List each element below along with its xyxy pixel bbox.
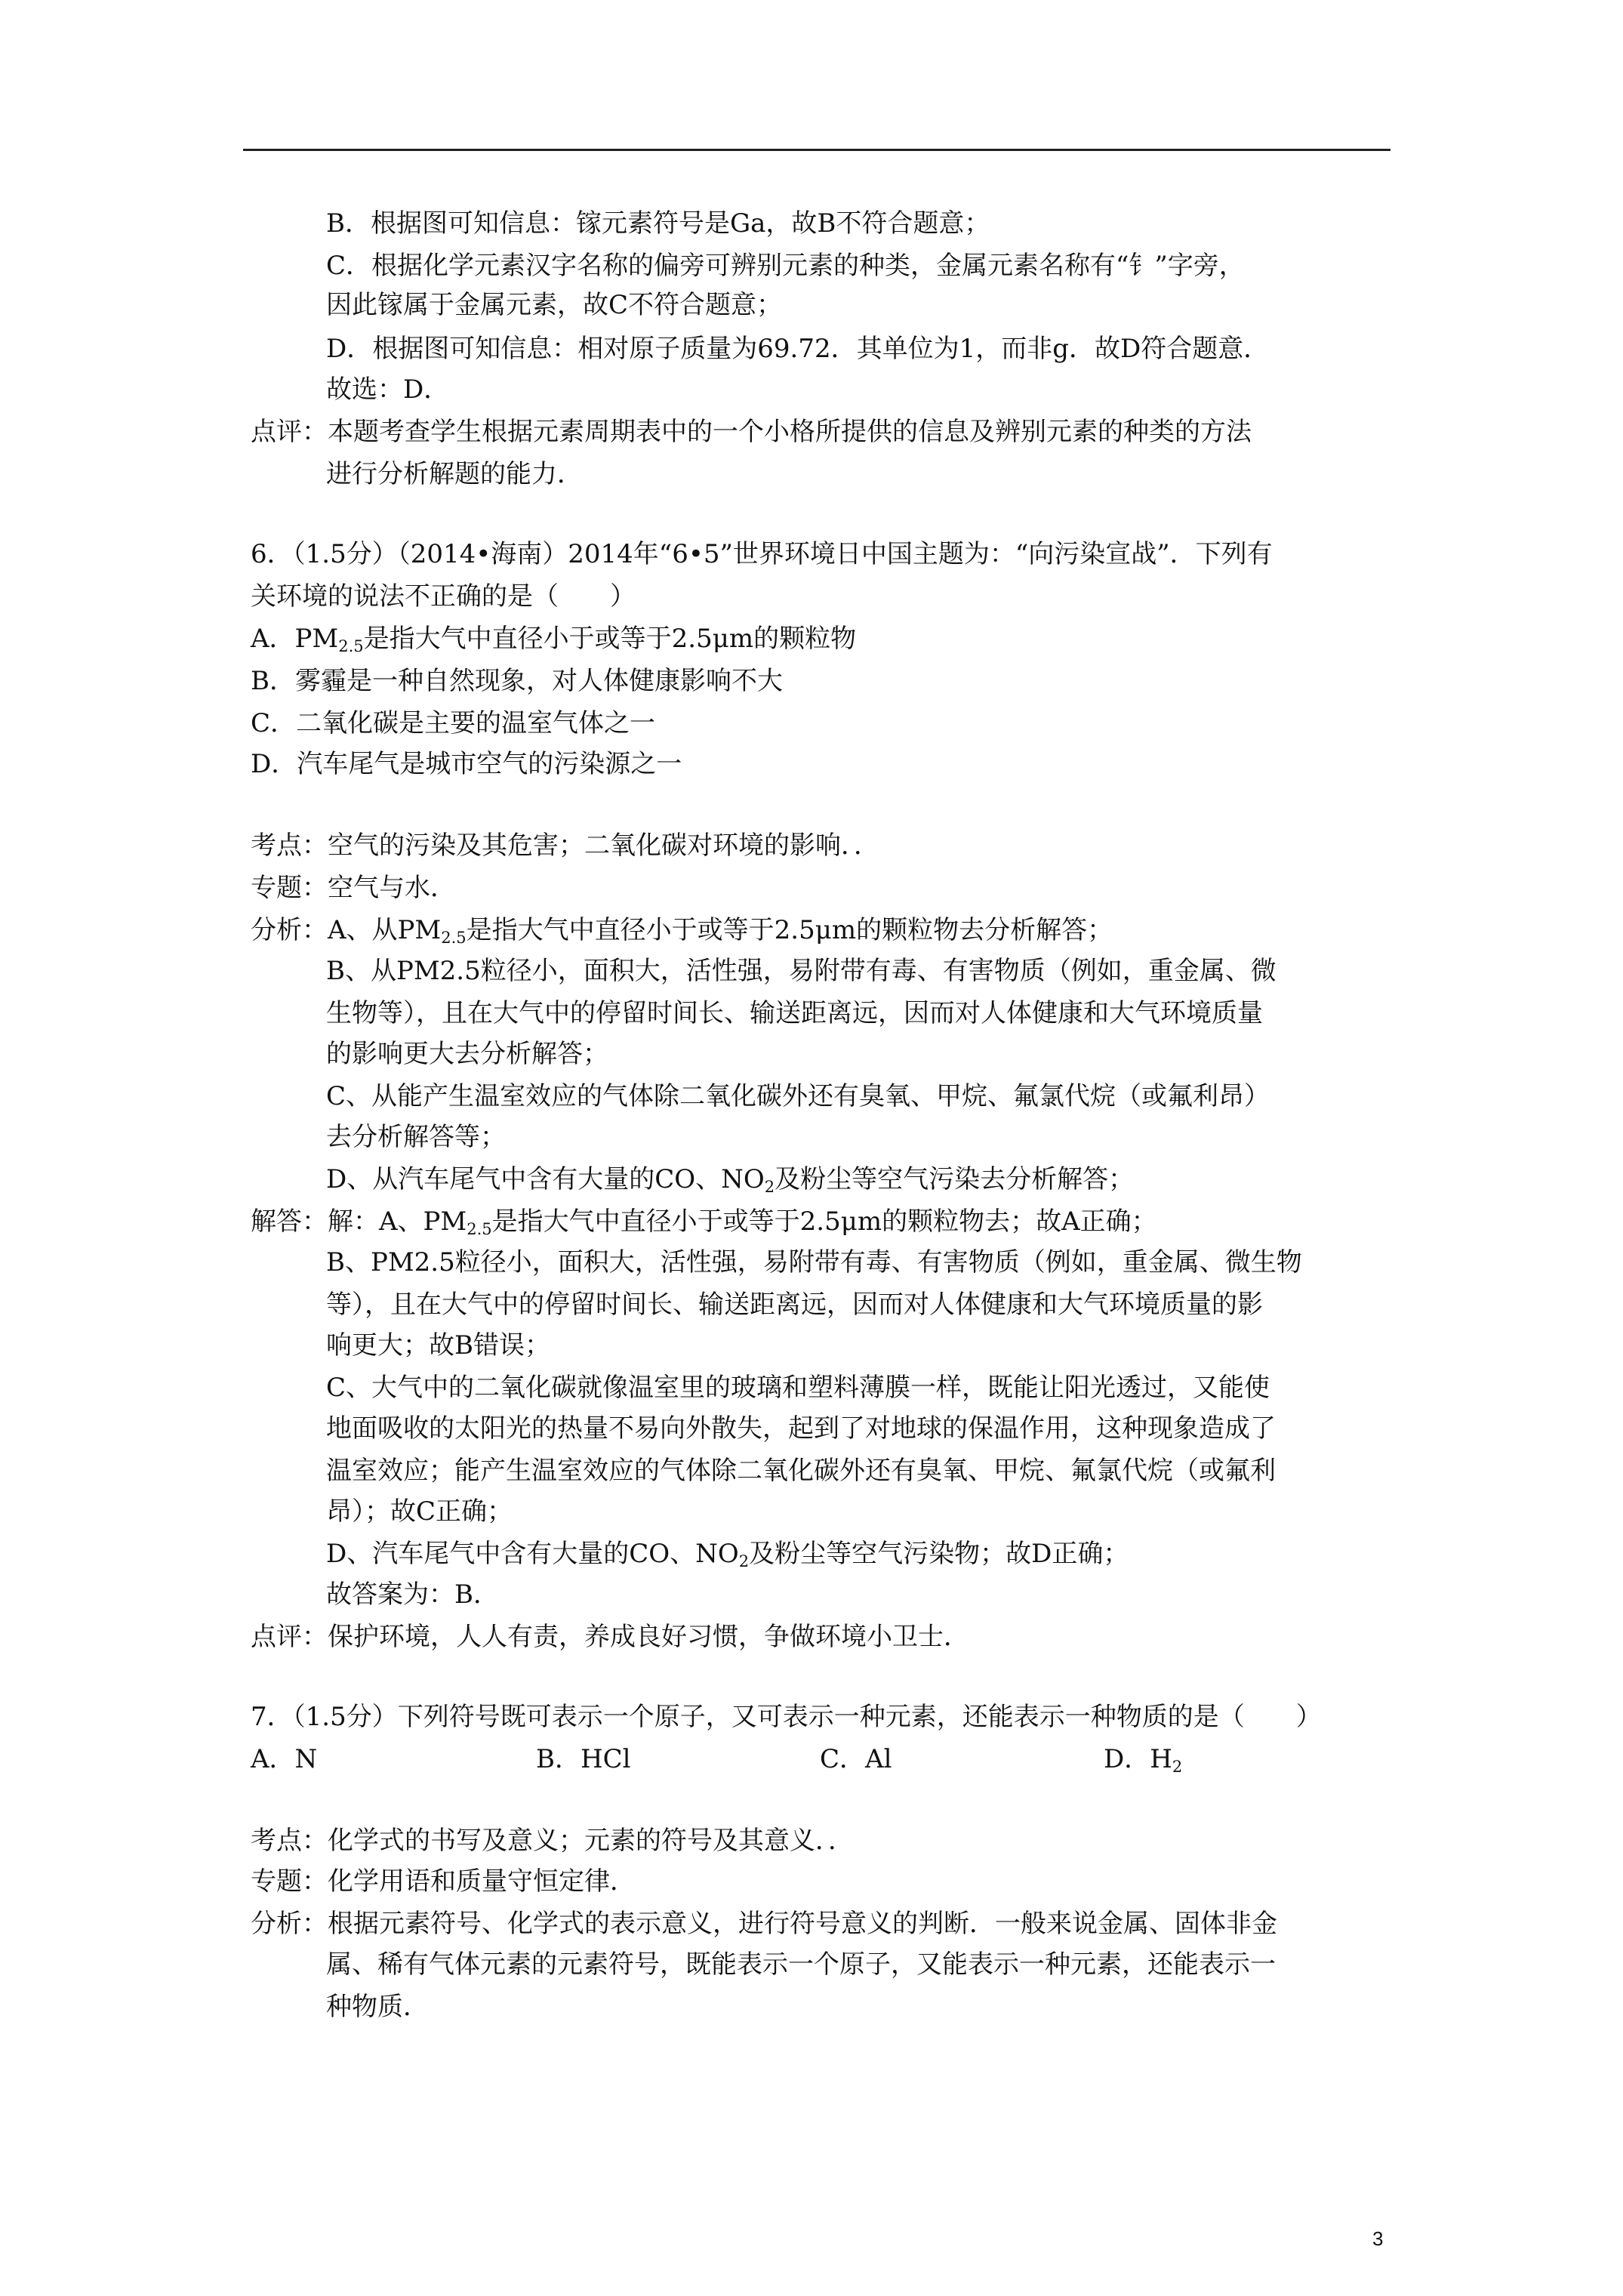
q6-jieda-c-line4: 昂）；故C正确； [326,1496,513,1527]
q6-option-a-pre: A．PM [251,624,339,654]
q6-fenxi-b-line3: 的影响更大去分析解答； [326,1039,608,1069]
q6-fenxi-c-line1: C、从能产生温室效应的气体除二氧化碳外还有臭氧、甲烷、氟氯代烷（或氟利昂） [326,1081,1270,1111]
q6-answer: 故答案为：B． [326,1579,499,1610]
q7-stem: 7．（1.5分）下列符号既可表示一个原子，又可表示一种元素，还能表示一种物质的是（ ） [251,1702,1322,1732]
q5-comment-line1: 点评：本题考查学生根据元素周期表中的一个小格所提供的信息及辨别元素的种类的方法 [251,417,1252,447]
q6-jieda-d-sub: 2 [738,1552,750,1570]
q6-jieda-d-pre: D、汽车尾气中含有大量的CO、NO [326,1539,739,1569]
q5-answer: 故选：D． [326,374,450,405]
q6-jieda-b-line3: 响更大；故B错误； [326,1330,550,1361]
q6-fenxi-d [326,1163,1134,1196]
q6-option-a-sub: 2.5 [338,637,364,655]
q6-jieda-a [251,1205,1157,1238]
q6-fenxi-c-line2: 去分析解答等； [326,1122,506,1152]
q6-fenxi-a-sub: 2.5 [441,929,467,947]
q7-option-a: A．N [251,1744,318,1774]
q5-comment-line2: 进行分析解题的能力． [326,459,583,489]
q7-zhuanti: 专题：化学用语和质量守恒定律． [251,1866,636,1897]
q6-option-a [251,622,856,655]
q6-jieda-b-line1: B、PM2.5粒径小，面积大，活性强，易附带有毒、有害物质（例如，重金属、微生物 [326,1247,1302,1277]
q6-jieda-c-line3: 温室效应；能产生温室效应的气体除二氧化碳外还有臭氧、甲烷、氟氯代烷（或氟利 [326,1456,1276,1486]
q6-jieda-a-sub: 2.5 [467,1220,492,1238]
q7-option-d [1104,1743,1182,1776]
q5-option-d-analysis: D．根据图可知信息：相对原子质量为69.72．其单位为1，而非g．故D符合题意． [326,334,1270,364]
q6-fenxi-b-line2: 生物等），且在大气中的停留时间长、输送距离远，因而对人体健康和大气环境质量 [326,998,1263,1028]
q6-jieda-d-post: 及粉尘等空气污染物；故D正确； [749,1539,1129,1569]
q5-option-c-analysis-line2: 因此镓属于金属元素，故C不符合题意； [326,290,783,320]
q6-option-d: D．汽车尾气是城市空气的污染源之一 [251,749,682,779]
q6-fenxi-a-post: 是指大气中直径小于或等于2.5μm的颗粒物去分析解答； [466,915,1113,945]
q6-jieda-c-line2: 地面吸收的太阳光的热量不易向外散失，起到了对地球的保温作用，这种现象造成了 [326,1413,1276,1444]
q7-fenxi-line2: 属、稀有气体元素的元素符号，既能表示一个原子，又能表示一种元素，还能表示一 [326,1949,1276,1980]
q6-option-b: B．雾霾是一种自然现象，对人体健康影响不大 [251,666,783,696]
q7-option-d-pre: D．H [1104,1744,1172,1774]
q6-option-c: C．二氧化碳是主要的温室气体之一 [251,708,656,738]
q7-kaodian: 考点：化学式的书写及意义；元素的符号及其意义．． [251,1826,854,1856]
q6-fenxi-b-line1: B、从PM2.5粒径小，面积大，活性强，易附带有毒、有害物质（例如，重金属、微 [326,956,1277,986]
page-number: 3 [1372,2227,1384,2250]
header-rule [243,149,1390,151]
q6-jieda-b-line2: 等），且在大气中的停留时间长、输送距离远，因而对人体健康和大气环境质量的影 [326,1290,1263,1320]
q6-jieda-a-post: 是指大气中直径小于或等于2.5μm的颗粒物去；故A正确； [491,1207,1157,1237]
q6-fenxi-a-pre: 分析：A、从PM [251,915,442,945]
q6-option-a-post: 是指大气中直径小于或等于2.5μm的颗粒物 [363,624,857,654]
q6-zhuanti: 专题：空气与水． [251,873,456,903]
q7-option-b: B．HCl [536,1744,631,1774]
q6-jieda-c-line1: C、大气中的二氧化碳就像温室里的玻璃和塑料薄膜一样，既能让阳光透过，又能使 [326,1373,1270,1403]
q7-fenxi-line3: 种物质． [326,1992,429,2022]
q7-option-d-sub: 2 [1172,1758,1183,1776]
q5-option-c-analysis-line1: C．根据化学元素汉字名称的偏旁可辨别元素的种类，金属元素名称有“钅”字旁， [326,251,1245,281]
q7-option-c: C．Al [820,1744,892,1774]
q6-fenxi-a [251,914,1113,947]
q6-jieda-a-pre: 解答：解：A、PM [251,1207,467,1237]
q5-option-b-analysis: B．根据图可知信息：镓元素符号是Ga，故B不符合题意； [326,208,990,239]
q6-comment: 点评：保护环境，人人有责，养成良好习惯，争做环境小卫士． [251,1622,969,1652]
q6-stem-line2: 关环境的说法不正确的是（ ） [251,581,636,612]
q6-stem-line1: 6．（1.5分）（2014•海南）2014年“6•5”世界环境日中国主题为：“向污染宣战”．下列有 [251,539,1273,569]
q6-fenxi-d-post: 及粉尘等空气污染去分析解答； [775,1164,1135,1194]
q7-fenxi-line1: 分析：根据元素符号、化学式的表示意义，进行符号意义的判断．一般来说金属、固体非金 [251,1909,1277,1939]
q6-kaodian: 考点：空气的污染及其危害；二氧化碳对环境的影响．． [251,831,879,861]
q6-fenxi-d-pre: D、从汽车尾气中含有大量的CO、NO [326,1164,765,1194]
q6-jieda-d [326,1537,1129,1570]
q6-fenxi-d-sub: 2 [764,1178,775,1196]
